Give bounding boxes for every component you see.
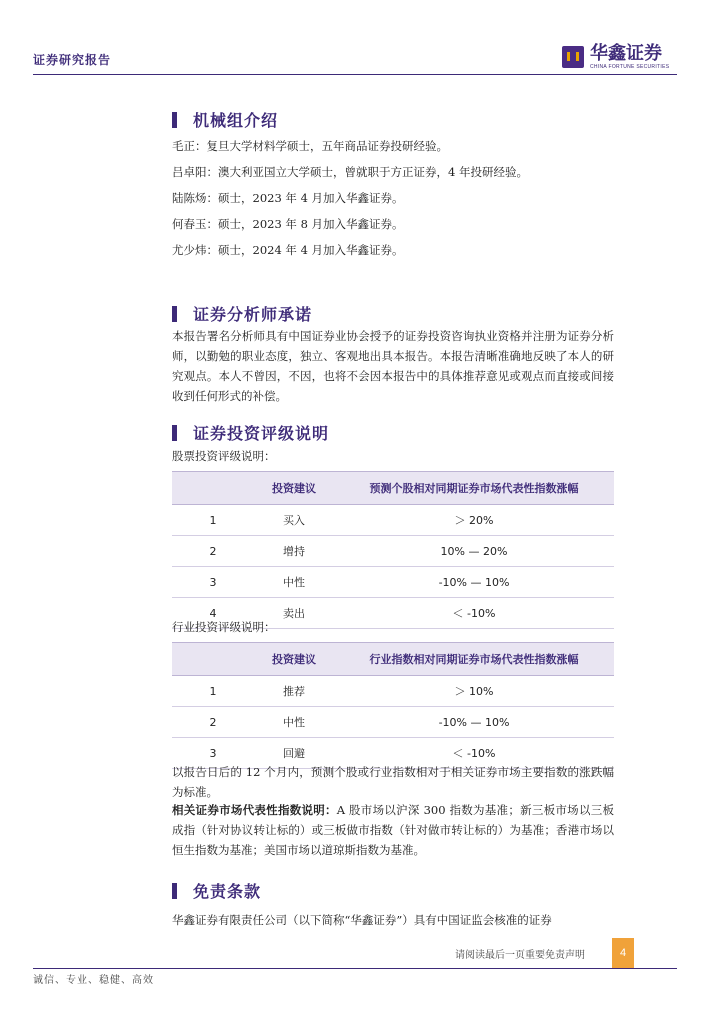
- rating-suggestion: 中性: [254, 707, 334, 738]
- footer-disclaimer-note: 请阅读最后一页重要免责声明: [455, 950, 585, 961]
- rating-suggestion: 中性: [254, 567, 334, 598]
- table-header-cell: 投资建议: [254, 472, 334, 505]
- rating-suggestion: 卖出: [254, 598, 334, 629]
- team-member: 毛正：复旦大学材料学硕士，五年商品证券投研经验。: [172, 139, 448, 153]
- rating-range: ＜ -10%: [334, 738, 614, 769]
- section-marker: [172, 883, 177, 899]
- report-type-label: 证券研究报告: [33, 53, 112, 67]
- market-index-label: 相关证券市场代表性指数说明：: [172, 803, 337, 817]
- rating-index: 1: [172, 676, 254, 707]
- table-header-cell: 投资建议: [254, 643, 334, 676]
- disclaimer-text: 华鑫证券有限责任公司（以下简称“华鑫证券”）具有中国证监会核准的证券: [172, 913, 552, 927]
- rating-index: 2: [172, 536, 254, 567]
- table-header-cell: [172, 472, 254, 505]
- industry-rating-label: 行业投资评级说明：: [172, 620, 276, 634]
- section-disclaimer-heading: [172, 879, 261, 902]
- industry-rating-table: [172, 642, 614, 769]
- logo-english-name: CHINA FORTUNE SECURITIES: [590, 64, 670, 70]
- team-member: 尤少炜：硕士，2024 年 4 月加入华鑫证券。: [172, 243, 404, 257]
- table-row: [172, 707, 614, 738]
- rating-range: -10% — 10%: [334, 707, 614, 738]
- header-divider: [33, 74, 677, 75]
- table-row: [172, 567, 614, 598]
- rating-index: 3: [172, 738, 254, 769]
- section-marker: [172, 112, 177, 128]
- table-row: [172, 505, 614, 536]
- rating-standard-note: 以报告日后的 12 个月内，预测个股或行业指数相对于相关证券市场主要指数的涨跌幅为标准。: [172, 765, 614, 799]
- rating-range: ＜ -10%: [334, 598, 614, 629]
- table-header-cell: 行业指数相对同期证券市场代表性指数涨幅: [334, 643, 614, 676]
- rating-index: 2: [172, 707, 254, 738]
- rating-index: 1: [172, 505, 254, 536]
- section-commitment-heading: [172, 302, 312, 325]
- market-index-text: A 股市场以沪深 300 指数为基准；新三板市场以三板成指（针对协议转让标的）或三板做市指数（针对做市转让标的）为基准；香港市场以恒生指数为基准；美国市场以道琼斯指数为基准。: [172, 803, 614, 857]
- table-row: [172, 676, 614, 707]
- section-team-heading: [172, 108, 278, 131]
- section-title: 机械组介绍: [193, 111, 279, 130]
- table-header-row: [172, 643, 614, 676]
- table-header-row: [172, 472, 614, 505]
- rating-suggestion: 推荐: [254, 676, 334, 707]
- section-marker: [172, 306, 177, 322]
- rating-range: ＞ 10%: [334, 676, 614, 707]
- team-member: 何春玉：硕士，2023 年 8 月加入华鑫证券。: [172, 217, 404, 231]
- commitment-paragraph: 本报告署名分析师具有中国证券业协会授予的证券投资咨询执业资格并注册为证券分析师，以勤勉的职业态度，独立、客观地出具本报告。本报告清晰准确地反映了本人的研究观点。本人不曾因，不因，也将不会因本报告中的具体推荐意见或观点而直接或间接收到任何形式的补偿。: [172, 329, 614, 403]
- section-marker: [172, 425, 177, 441]
- footer-divider: [33, 968, 677, 969]
- footer-motto: 诚信、专业、稳健、高效: [33, 975, 154, 986]
- section-title: 证券投资评级说明: [193, 424, 330, 443]
- rating-range: ＞ 20%: [334, 505, 614, 536]
- company-logo: [562, 44, 669, 70]
- logo-name: 华鑫证券: [590, 43, 662, 63]
- rating-suggestion: 买入: [254, 505, 334, 536]
- table-row: [172, 536, 614, 567]
- rating-suggestion: 增持: [254, 536, 334, 567]
- rating-range: 10% — 20%: [334, 536, 614, 567]
- table-header-cell: [172, 643, 254, 676]
- stock-rating-label: 股票投资评级说明：: [172, 449, 276, 463]
- team-member: 吕卓阳：澳大利亚国立大学硕士，曾就职于方正证券，4 年投研经验。: [172, 165, 528, 179]
- rating-range: -10% — 10%: [334, 567, 614, 598]
- rating-suggestion: 回避: [254, 738, 334, 769]
- section-title: 证券分析师承诺: [193, 305, 313, 324]
- rating-index: 4: [172, 598, 254, 629]
- rating-index: 3: [172, 567, 254, 598]
- stock-rating-table: [172, 471, 614, 629]
- section-rating-heading: [172, 421, 329, 444]
- team-member: 陆陈炀：硕士，2023 年 4 月加入华鑫证券。: [172, 191, 404, 205]
- market-index-note: [172, 800, 614, 860]
- table-header-cell: 预测个股相对同期证券市场代表性指数涨幅: [334, 472, 614, 505]
- section-title: 免责条款: [193, 882, 262, 901]
- page-number: 4: [612, 938, 634, 968]
- logo-icon: [562, 46, 584, 68]
